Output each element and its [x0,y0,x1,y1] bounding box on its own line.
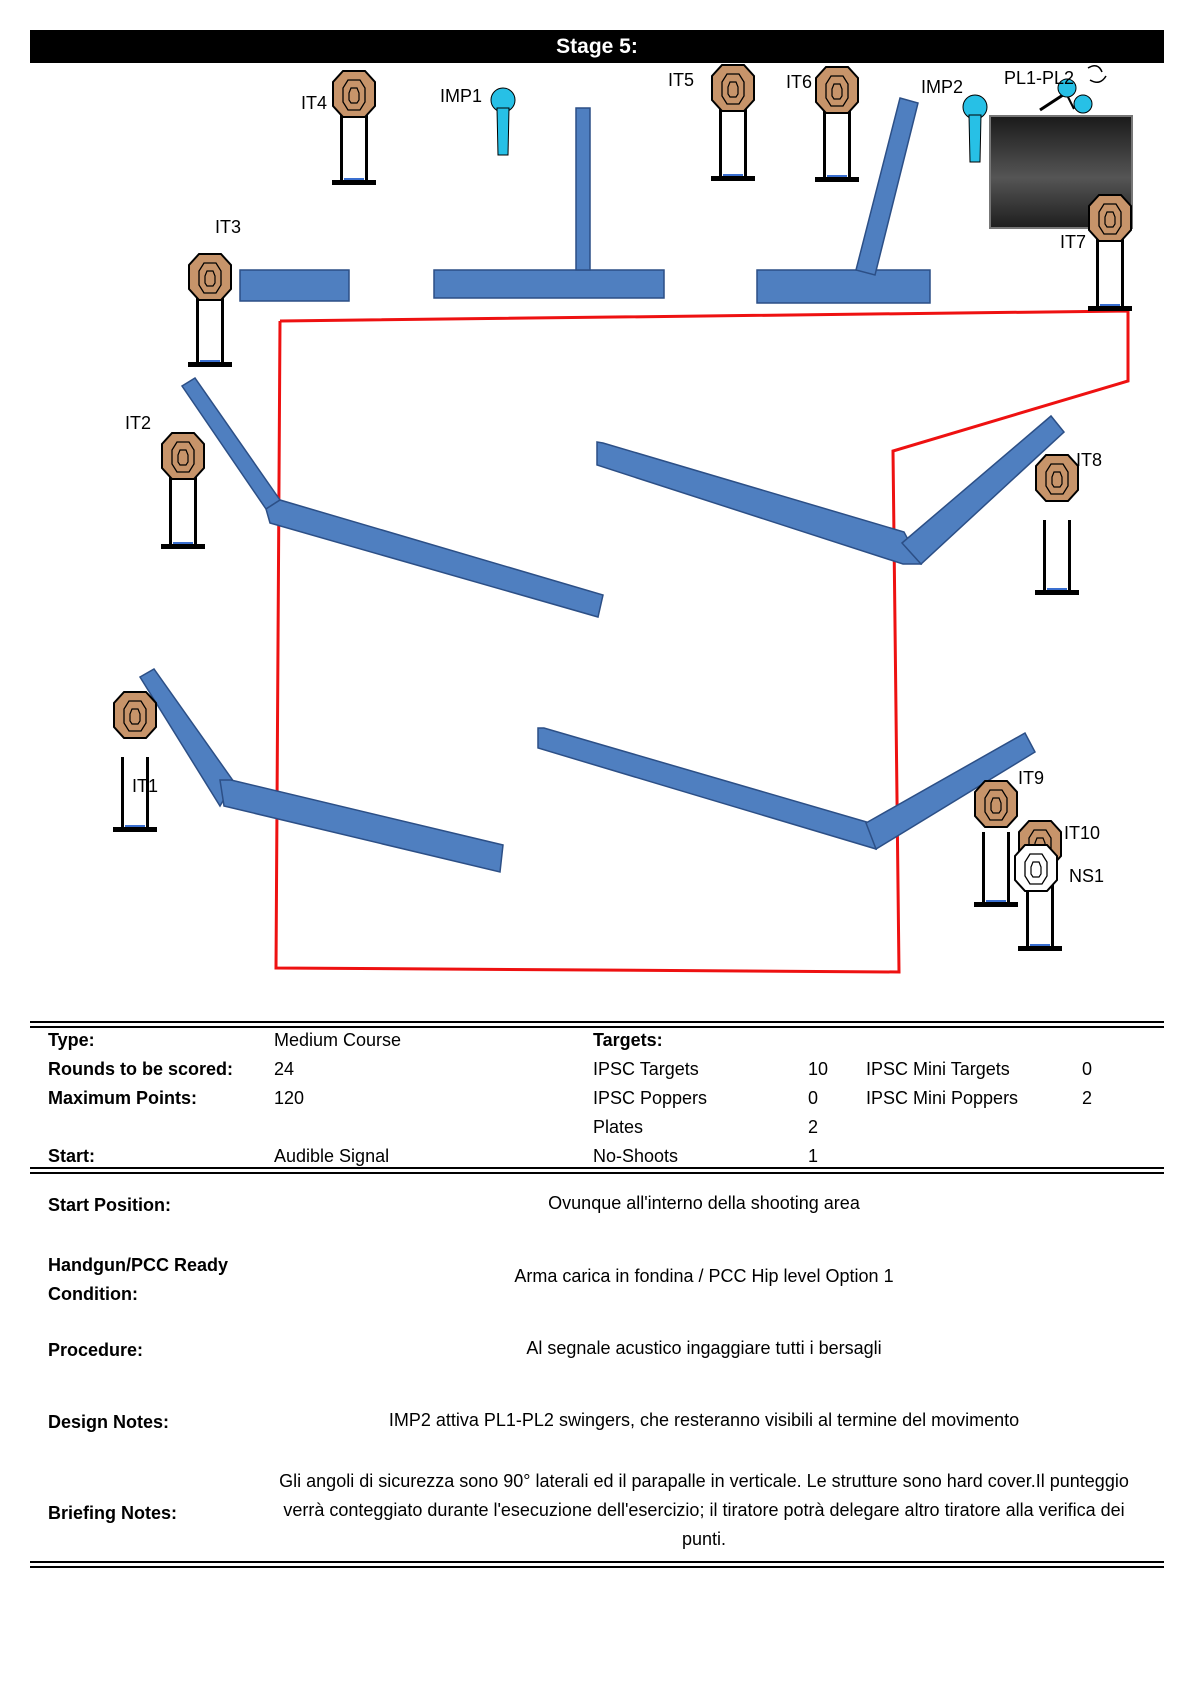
start-label: Start: [48,1146,96,1166]
divider-top [30,1021,1164,1023]
ipsc-targets-value: 10 [808,1059,829,1079]
divider-middle [30,1167,1164,1169]
wall-right-lower-a [538,728,876,849]
wall-top-middle-stem [576,108,590,270]
label-it8: IT8 [1076,450,1103,470]
target-it4 [332,71,376,185]
target-it2 [161,433,205,549]
wall-right-upper-a [597,442,921,564]
label-it3: IT3 [215,217,242,237]
wall-top-middle [434,270,664,298]
rounds-label: Rounds to be scored: [48,1059,234,1079]
target-it5 [711,65,755,181]
noshoots-label: No-Shoots [593,1146,679,1166]
ipsc-poppers-value: 0 [808,1088,819,1108]
target-it8 [1035,455,1079,595]
rounds-value: 24 [274,1059,295,1079]
procedure-label: Procedure: [48,1340,144,1360]
mini-targets-label: IPSC Mini Targets [866,1059,1010,1079]
plates-label: Plates [593,1117,644,1137]
start-value: Audible Signal [274,1146,390,1166]
divider-bottom-2 [30,1566,1164,1568]
label-imp2: IMP2 [921,77,964,97]
label-it4: IT4 [301,93,328,113]
label-it7: IT7 [1060,232,1087,252]
label-it9: IT9 [1018,768,1045,788]
stage-title: Stage 5: [30,30,1164,63]
fault-line [276,311,1128,972]
procedure-value: Al segnale acustico ingaggiare tutti i bersagli [526,1338,882,1358]
target-it7 [1088,195,1132,311]
ready-condition-value: Arma carica in fondina / PCC Hip level Option 1 [514,1266,894,1286]
wall-left-lower-b [220,780,503,872]
label-imp1: IMP1 [440,86,483,106]
wall-top-right-stem [856,98,918,275]
briefing-notes-label: Briefing Notes: [48,1503,178,1523]
target-it6 [815,67,859,182]
briefing-notes-value: Gli angoli di sicurezza sono 90° laterali ed il parapalle in verticale. Le strutture sono hard cover.Il punteggio verrà conteggiato durante l'esecuzione dell'esercizio; il tiratore potrà delegare altro tiratore alla verifica dei punti. [279,1471,1129,1549]
design-notes-value: IMP2 attiva PL1-PL2 swingers, che resteranno visibili al termine del movimento [388,1410,1020,1430]
target-it1 [113,692,157,832]
label-it2: IT2 [125,413,152,433]
start-position-label: Start Position: [48,1195,172,1215]
points-label: Maximum Points: [48,1088,198,1108]
label-it10: IT10 [1064,823,1101,843]
ipsc-poppers-label: IPSC Poppers [593,1088,708,1108]
mini-targets-value: 0 [1082,1059,1093,1079]
label-it5: IT5 [668,70,695,90]
type-value: Medium Course [274,1030,402,1050]
targets-label: Targets: [593,1030,663,1050]
target-it3 [188,254,232,367]
label-it1: IT1 [132,776,159,796]
design-notes-label: Design Notes: [48,1412,170,1432]
wall-top-left [240,270,349,301]
noshoots-value: 1 [808,1146,819,1166]
mini-poppers-value: 2 [1082,1088,1093,1108]
label-it6: IT6 [786,72,813,92]
type-label: Type: [48,1030,95,1050]
target-it9 [974,781,1018,907]
popper-imp2 [963,95,987,162]
ready-condition-label: Handgun/PCC Ready Condition: [48,1255,229,1304]
label-ns1: NS1 [1069,866,1105,886]
points-value: 120 [274,1088,305,1108]
divider-top-2 [30,1026,1164,1028]
noshoot-ns1 [1015,845,1057,891]
mini-poppers-label: IPSC Mini Poppers [866,1088,1019,1108]
popper-imp1 [491,88,515,155]
plates-value: 2 [808,1117,819,1137]
ipsc-targets-label: IPSC Targets [593,1059,699,1079]
wall-left-upper-b [266,500,603,617]
divider-middle-2 [30,1172,1164,1174]
wall-top-right [757,270,930,303]
start-position-value: Ovunque all'interno della shooting area [548,1193,860,1213]
divider-bottom [30,1561,1164,1563]
label-pl1-pl2: PL1-PL2 [1004,68,1075,88]
